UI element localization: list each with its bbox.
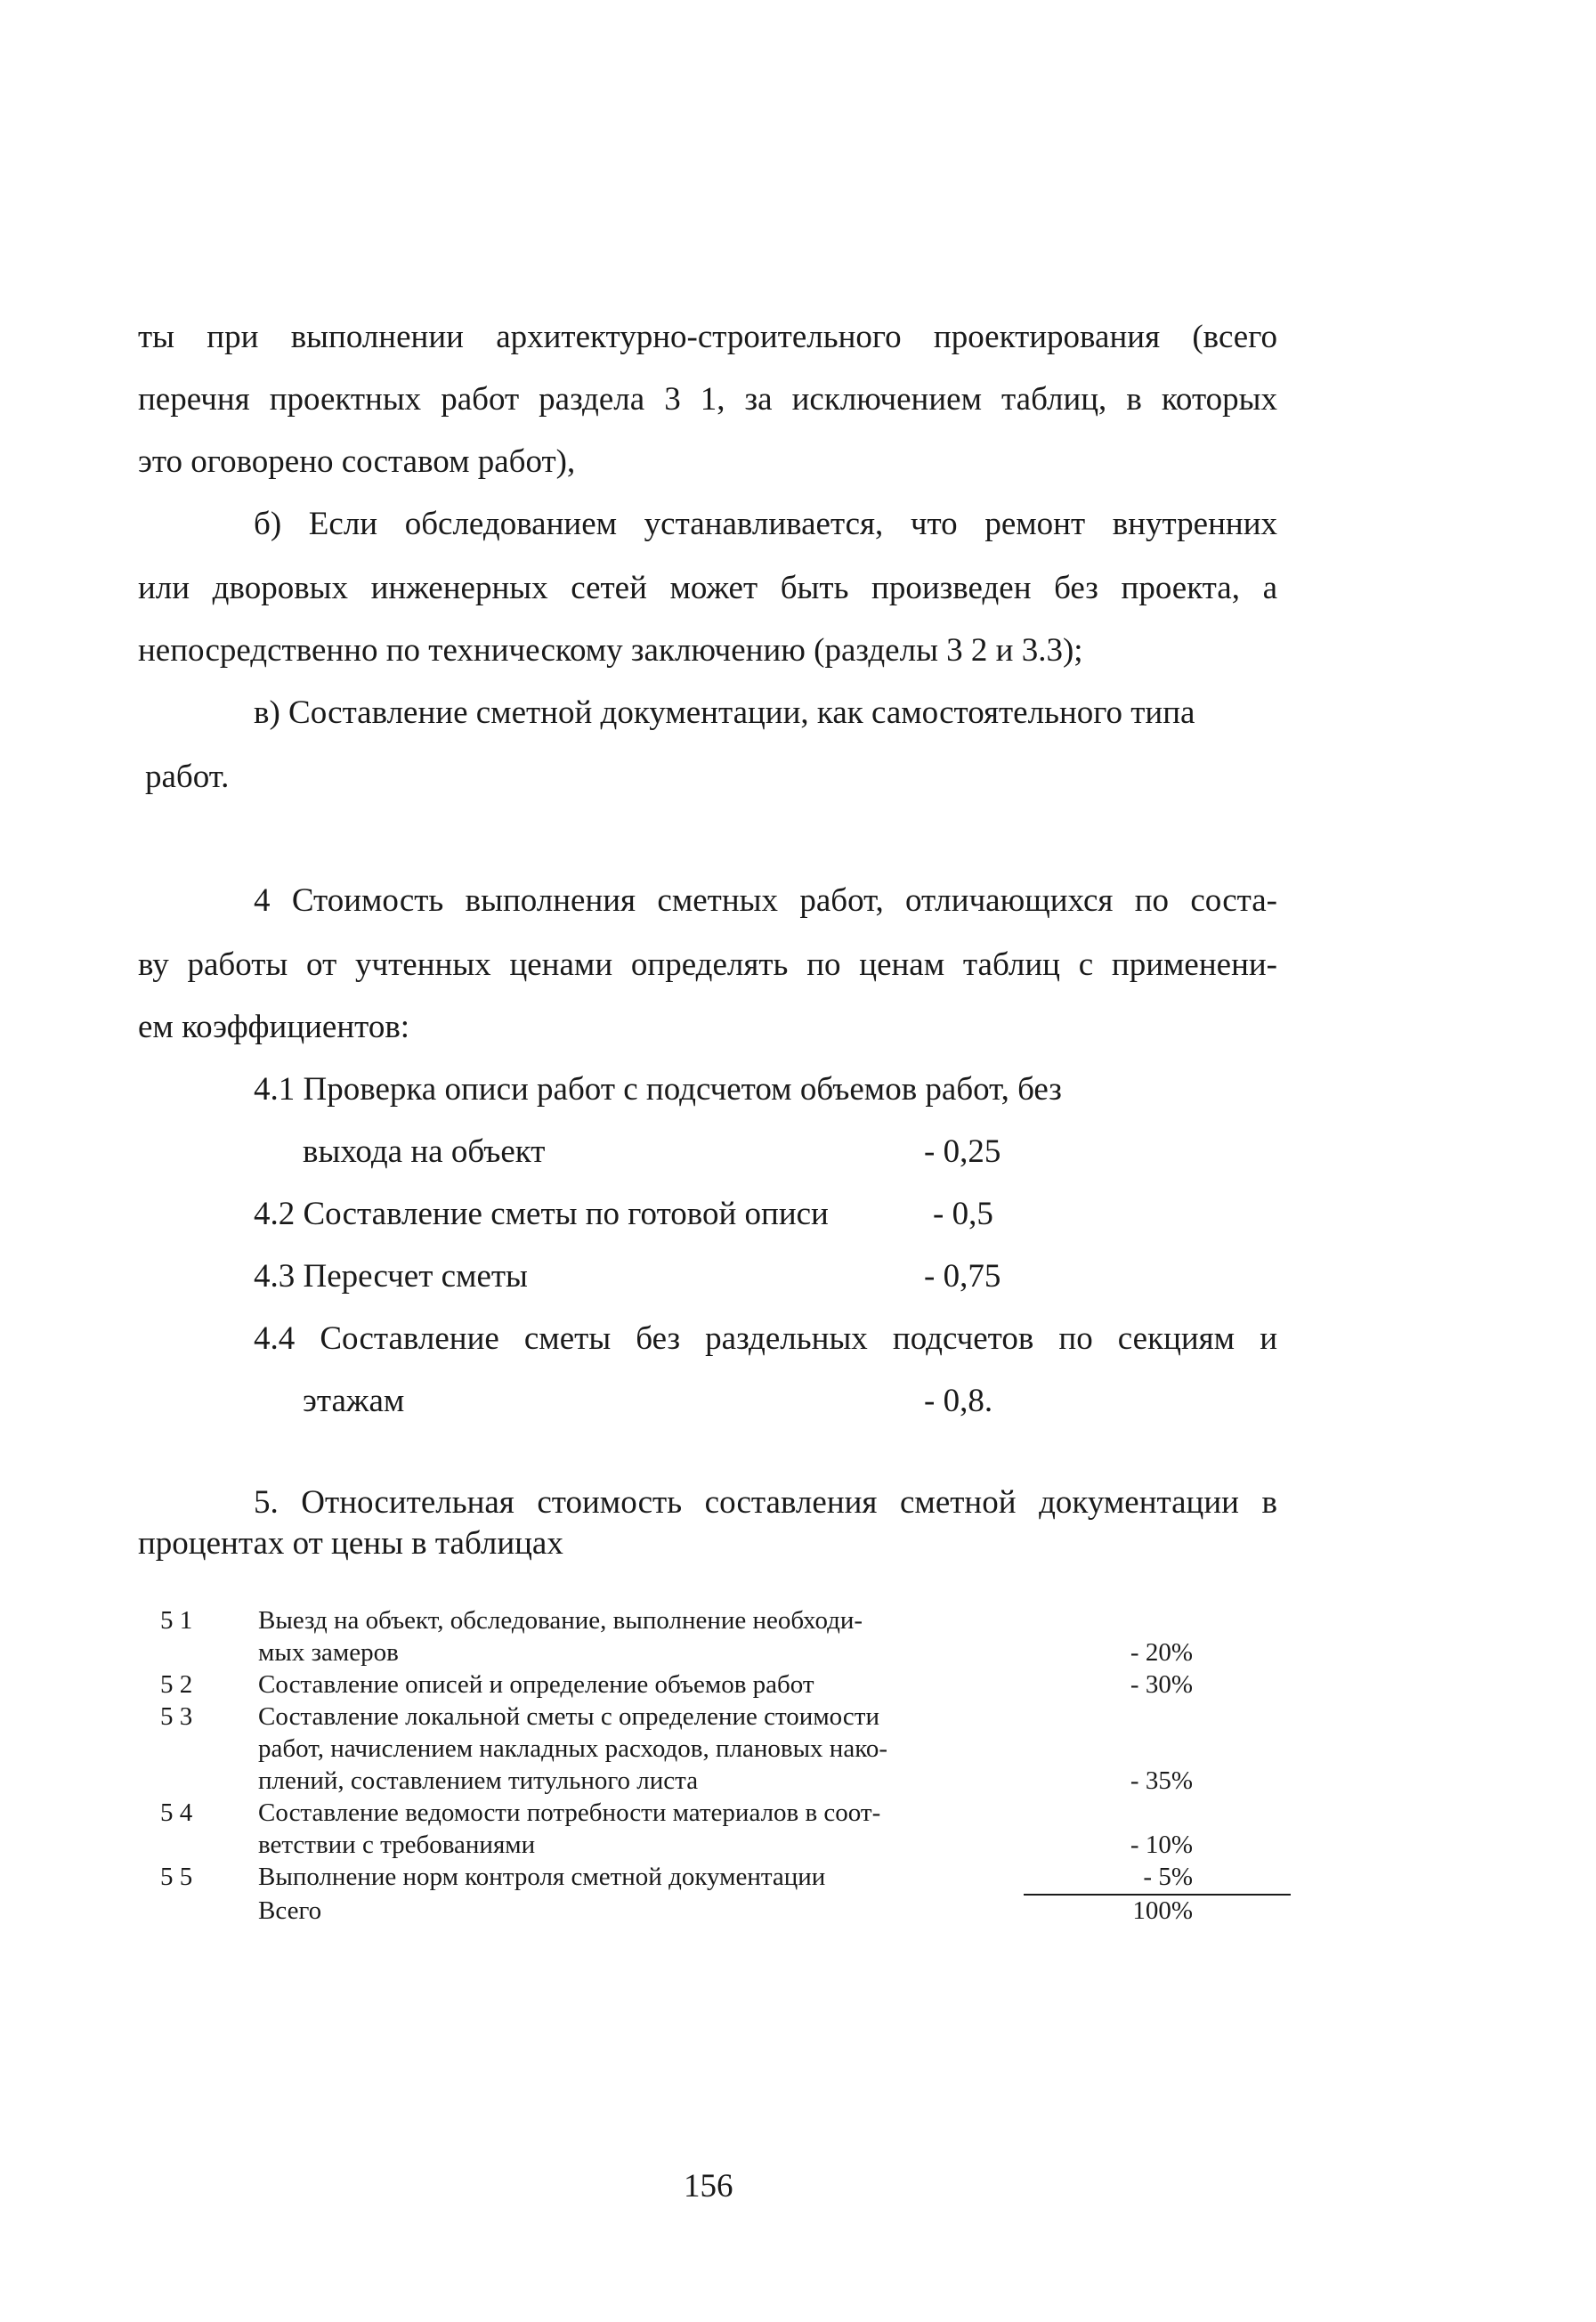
row-desc-line: Составление ведомости потребности материалов в соот- (258, 1798, 881, 1827)
total-label: Всего (258, 1896, 322, 1925)
item-4-1-value: - 0,25 (924, 1133, 1001, 1170)
row-percent: - 20% (1130, 1638, 1193, 1667)
row-percent: - 35% (1130, 1766, 1193, 1795)
item-v-line-2: работ. (145, 759, 230, 795)
row-desc-line: ветствии с требованиями (258, 1831, 536, 1859)
intro-line-2: перечня проектных работ раздела 3 1, за исключением таблиц, в которых (138, 381, 1277, 418)
section-4-line-3: ем коэффициентов: (138, 1009, 410, 1045)
intro-line-3: это оговорено составом работ), (138, 443, 576, 480)
item-b-line-3: непосредственно по техническому заключению (разделы 3 2 и 3.3); (138, 632, 1083, 669)
item-4-2-label: 4.2 Составление сметы по готовой описи (254, 1196, 829, 1232)
section-5-line-1: 5. Относительная стоимость составления сметной документации в (254, 1484, 1277, 1521)
row-desc-line: Составление описей и определение объемов работ (258, 1670, 814, 1699)
row-percent: - 30% (1130, 1670, 1193, 1699)
row-percent: - 10% (1130, 1831, 1193, 1859)
item-b-line-1: б) Если обследованием устанавливается, что ремонт внутренних (254, 506, 1277, 542)
section-4-line-2: ву работы от учтенных ценами определять по ценам таблиц с применени- (138, 946, 1277, 983)
row-number: 5 5 (160, 1863, 193, 1891)
row-number: 5 2 (160, 1670, 193, 1699)
row-number: 5 1 (160, 1606, 193, 1635)
page-number: 156 (684, 2168, 733, 2204)
item-v-line-1: в) Составление сметной документации, как самостоятельного типа (254, 694, 1195, 731)
row-desc-line: Составление локальной сметы с определение стоимости (258, 1702, 879, 1731)
item-4-4-label: 4.4 Составление сметы без раздельных подсчетов по секциям и (254, 1320, 1277, 1357)
item-4-3-label: 4.3 Пересчет сметы (254, 1258, 528, 1295)
total-value: 100% (1132, 1896, 1193, 1925)
section-5-line-2: процентах от цены в таблицах (138, 1525, 563, 1562)
item-4-4-label-cont: этажам (303, 1383, 405, 1419)
row-desc-line: работ, начислением накладных расходов, плановых нако- (258, 1734, 887, 1763)
row-desc-line: Выполнение норм контроля сметной документации (258, 1863, 826, 1891)
item-b-line-2: или дворовых инженерных сетей может быть произведен без проекта, а (138, 570, 1277, 606)
item-4-2-value: - 0,5 (933, 1196, 993, 1232)
intro-line-1: ты при выполнении архитектурно-строительного проектирования (всего (138, 319, 1277, 355)
item-4-1-label-cont: выхода на объект (303, 1133, 546, 1170)
section-4-line-1: 4 Стоимость выполнения сметных работ, отличающихся по соста- (254, 882, 1277, 919)
item-4-3-value: - 0,75 (924, 1258, 1001, 1295)
item-4-1-label: 4.1 Проверка описи работ с подсчетом объемов работ, без (254, 1071, 1062, 1108)
row-desc-line: Выезд на объект, обследование, выполнение необходи- (258, 1606, 863, 1635)
row-desc-line: плений, составлением титульного листа (258, 1766, 699, 1795)
row-desc-line: мых замеров (258, 1638, 399, 1667)
row-number: 5 3 (160, 1702, 193, 1731)
row-number: 5 4 (160, 1798, 193, 1827)
row-percent: - 5% (1143, 1863, 1193, 1891)
item-4-4-value: - 0,8. (924, 1383, 993, 1419)
